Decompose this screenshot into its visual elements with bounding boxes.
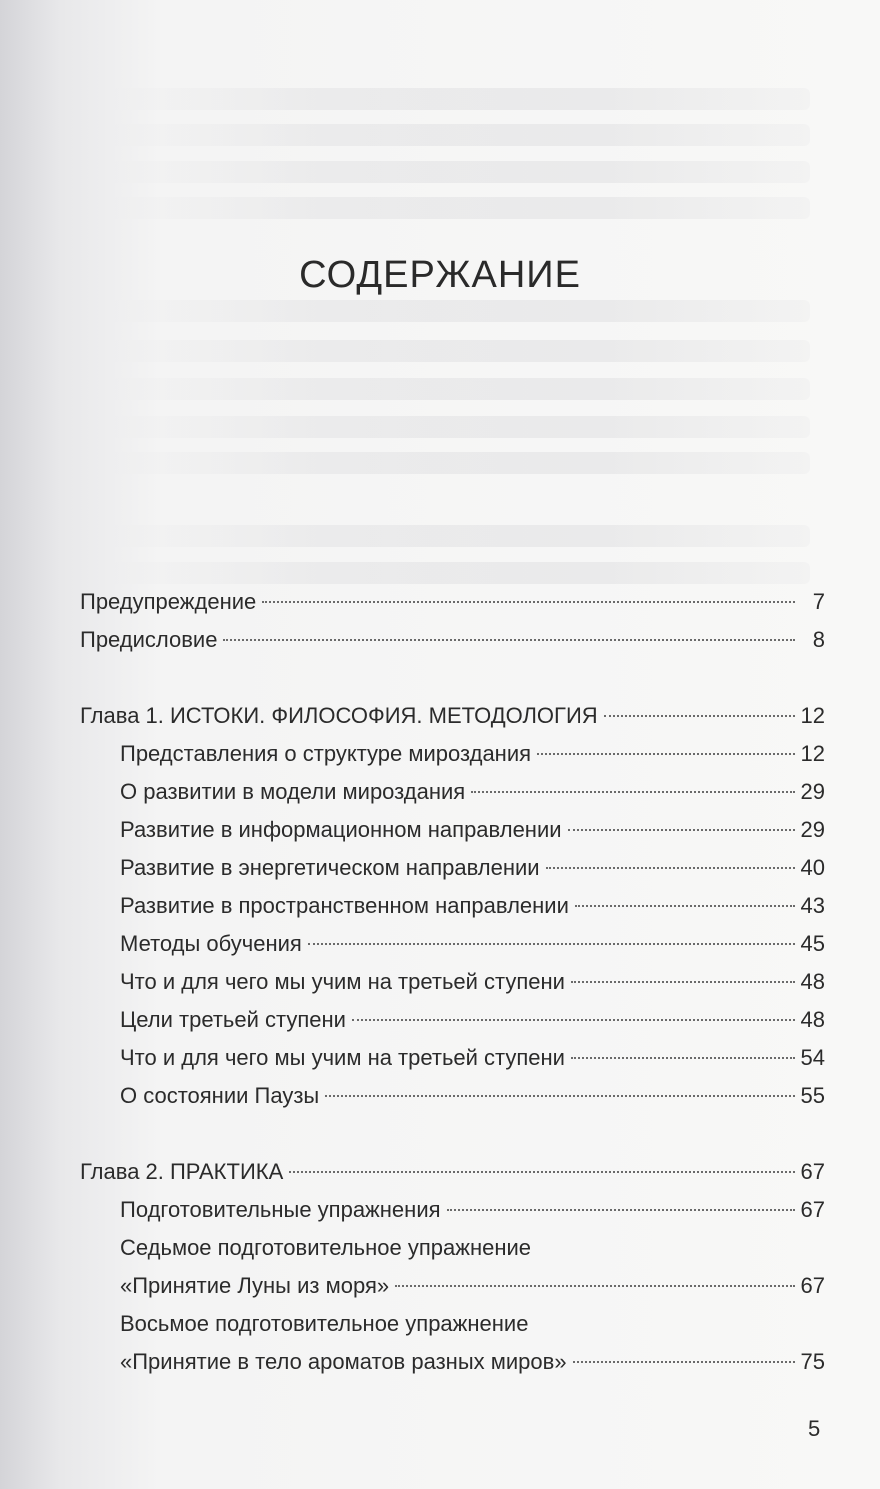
- toc-entry-page: 29: [800, 779, 825, 804]
- toc-subentry: [80, 1191, 825, 1229]
- toc-entry-label: «Принятие в тело ароматов разных миров»: [120, 1349, 567, 1374]
- dot-leader: [571, 980, 795, 983]
- toc-subentry: [80, 1001, 825, 1039]
- toc-entry-label: Развитие в энергетическом направлении: [120, 855, 540, 880]
- toc-entry-label: О развитии в модели мироздания: [120, 779, 466, 804]
- dot-leader: [571, 1056, 795, 1059]
- toc-subentry: [80, 1077, 825, 1115]
- dot-leader: [308, 942, 795, 945]
- toc-entry-page: 8: [812, 627, 825, 652]
- toc-subentry: [80, 849, 825, 887]
- dot-leader: [604, 714, 795, 717]
- section-gap: [80, 1115, 825, 1153]
- toc-entry-page: 67: [800, 1159, 825, 1184]
- page-number: 5: [808, 1416, 821, 1441]
- toc-entry-page: 45: [800, 931, 825, 956]
- toc-entry-page: 75: [800, 1349, 825, 1374]
- dot-leader: [325, 1094, 794, 1097]
- toc-entry-label: Предупреждение: [80, 589, 257, 614]
- dot-leader: [395, 1284, 794, 1287]
- toc-subentry: [80, 1343, 825, 1381]
- toc-entry-page: 7: [812, 589, 825, 614]
- toc-entry-label: Восьмое подготовительное упражнение: [120, 1311, 529, 1336]
- toc-entry-label: Развитие в информационном направлении: [120, 817, 562, 842]
- toc-entry-label: Что и для чего мы учим на третьей ступени: [120, 969, 565, 994]
- toc-entry-page: 54: [800, 1045, 825, 1070]
- toc-entry-page: 12: [800, 703, 825, 728]
- dot-leader: [352, 1018, 795, 1021]
- toc-entry-label: Что и для чего мы учим на третьей ступени: [120, 1045, 565, 1070]
- toc-entry-page: 12: [800, 741, 825, 766]
- toc-subentry: [80, 773, 825, 811]
- toc-subentry: [80, 735, 825, 773]
- toc-entry-page: 48: [800, 1007, 825, 1032]
- dot-leader: [223, 638, 795, 641]
- toc-entry-page: 29: [800, 817, 825, 842]
- dot-leader: [546, 866, 795, 869]
- toc-entry-label: Подготовительные упражнения: [120, 1197, 441, 1222]
- dot-leader: [573, 1360, 795, 1363]
- toc-entry-page: 48: [800, 969, 825, 994]
- toc-entry-label: Глава 2. ПРАКТИКА: [80, 1159, 284, 1184]
- toc-entry-page: 67: [800, 1273, 825, 1298]
- dot-leader: [575, 904, 795, 907]
- toc-entry-label: Седьмое подготовительное упражнение: [120, 1235, 532, 1260]
- dot-leader: [289, 1170, 794, 1173]
- toc-entry-label: Цели третьей ступени: [120, 1007, 346, 1032]
- toc-entry-label: Предисловие: [80, 627, 218, 652]
- toc-entry-label: Развитие в пространственном направлении: [120, 893, 569, 918]
- toc-entry: [80, 1153, 825, 1191]
- dot-leader: [537, 752, 794, 755]
- toc-entry-page: 40: [800, 855, 825, 880]
- toc-subentry: [80, 963, 825, 1001]
- toc-subentry: [80, 925, 825, 963]
- toc-entry-page: 55: [800, 1083, 825, 1108]
- toc-entry: [80, 583, 825, 621]
- toc-subentry: [80, 1305, 825, 1343]
- toc-subentry: [80, 1039, 825, 1077]
- toc-entry-label: Глава 1. ИСТОКИ. ФИЛОСОФИЯ. МЕТОДОЛОГИЯ: [80, 703, 598, 728]
- page-title: СОДЕРЖАНИЕ: [299, 254, 581, 296]
- toc-subentry: [80, 1267, 825, 1305]
- dot-leader: [262, 600, 795, 603]
- toc-subentry: [80, 887, 825, 925]
- toc-entry: [80, 621, 825, 659]
- dot-leader: [447, 1208, 795, 1211]
- section-gap: [80, 659, 825, 697]
- toc-entry-label: Представления о структуре мироздания: [120, 741, 532, 766]
- toc-subentry: [80, 811, 825, 849]
- toc-entry-label: О состоянии Паузы: [120, 1083, 320, 1108]
- dot-leader: [568, 828, 795, 831]
- toc-entry-page: 67: [800, 1197, 825, 1222]
- toc-entry-label: «Принятие Луны из моря»: [120, 1273, 390, 1298]
- toc-entry-page: 43: [800, 893, 825, 918]
- toc-entry: [80, 697, 825, 735]
- toc-subentry: [80, 1229, 825, 1267]
- table-of-contents: [80, 583, 825, 1381]
- dot-leader: [471, 790, 794, 793]
- toc-entry-label: Методы обучения: [120, 931, 302, 956]
